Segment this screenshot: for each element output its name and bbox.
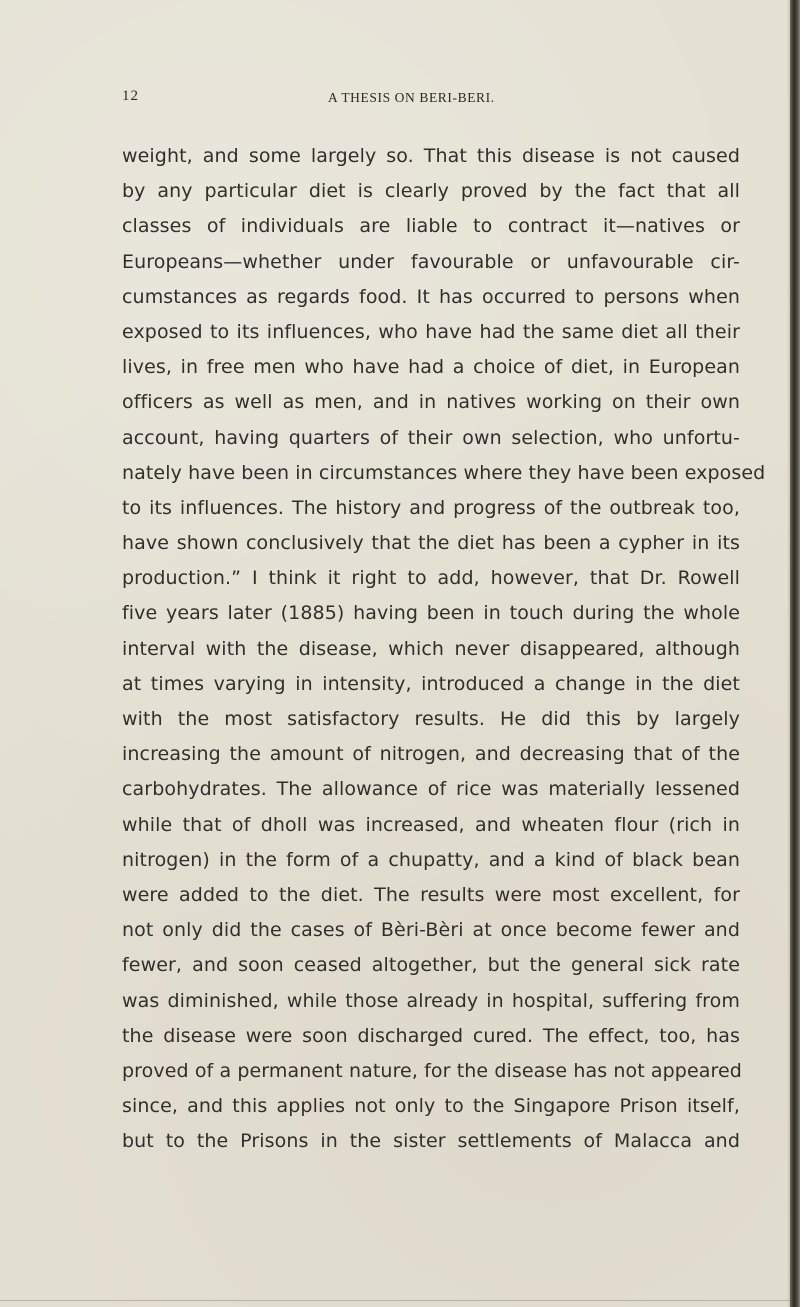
text-line: lives, in free men who have had a choice of diet, in European (122, 356, 740, 379)
text-line: classes of individuals are liable to contract it—natives or (122, 215, 740, 238)
text-line: increasing the amount of nitrogen, and decreasing that of the (122, 743, 740, 766)
text-line: to its influences. The history and progress of the outbreak too, (122, 496, 740, 519)
text-line: fewer, and soon ceased altogether, but the general sick rate (122, 954, 740, 977)
text-line: cumstances as regards food. It has occurred to persons when (122, 285, 740, 308)
text-line: was diminished, while those already in hospital, suffering from (122, 989, 740, 1012)
text-line: since, and this applies not only to the Singapore Prison itself, (122, 1095, 740, 1118)
page-bottom-shadow (0, 1300, 790, 1301)
text-line: with the most satisfactory results. He did this by largely (122, 708, 740, 730)
text-line: proved of a permanent nature, for the disease has not appeared (122, 1059, 742, 1082)
text-line: the disease were soon discharged cured. The effect, too, has (122, 1024, 740, 1047)
text-line: nately have been in circumstances where they have been exposed (122, 461, 766, 484)
text-line: but to the Prisons in the sister settlements of Malacca and (122, 1130, 740, 1153)
text-line: have shown conclusively that the diet has been a cypher in its (122, 532, 740, 555)
text-line: were added to the diet. The results were most excellent, for (122, 883, 740, 906)
text-line: nitrogen) in the form of a chupatty, and a kind of black bean (122, 848, 740, 871)
text-line: officers as well as men, and in natives working on their own (122, 391, 740, 414)
text-line: weight, and some largely so. That this disease is not caused (122, 145, 740, 167)
running-title: A THESIS ON BERI-BERI. (328, 90, 495, 105)
text-line: carbohydrates. The allowance of rice was materially lessened (122, 778, 740, 801)
text-line: at times varying in intensity, introduced a change in the diet (122, 672, 740, 695)
text-line: account, having quarters of their own selection, who unfortu- (122, 426, 740, 449)
text-line: interval with the disease, which never disappeared, although (122, 637, 740, 660)
book-spine-edge (790, 0, 800, 1307)
page-number: 12 (122, 88, 139, 104)
text-line: production.” I think it right to add, however, that Dr. Rowell (122, 567, 740, 590)
text-line: not only did the cases of Bèri-Bèri at once become fewer and (122, 919, 740, 942)
running-head (0, 88, 790, 112)
body-text (122, 139, 766, 1159)
text-line: exposed to its influences, who have had the same diet all their (122, 320, 740, 343)
text-line: while that of dholl was increased, and wheaten flour (rich in (122, 813, 740, 836)
text-line: Europeans—whether under favourable or unfavourable cir- (122, 250, 740, 273)
text-line: five years later (1885) having been in touch during the whole (122, 602, 740, 625)
text-line: by any particular diet is clearly proved by the fact that all (122, 180, 740, 203)
